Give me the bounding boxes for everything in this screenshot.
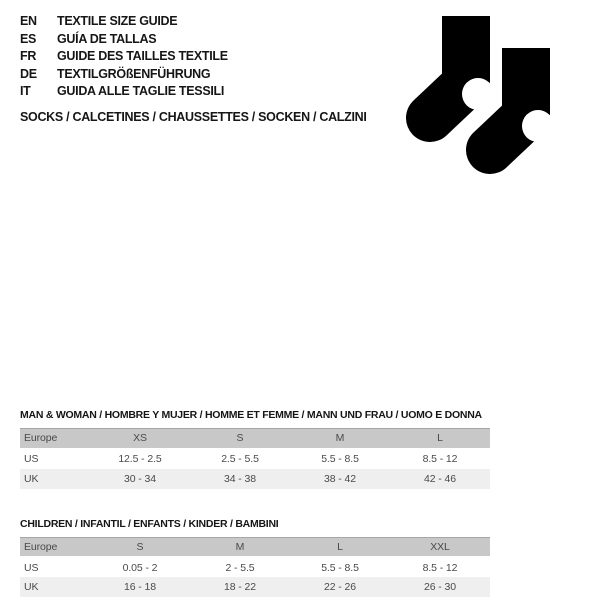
column-header: M [235, 540, 245, 553]
size-table-body [20, 557, 490, 597]
sock-back-shape [490, 48, 554, 150]
language-label: TEXTILE SIZE GUIDE [57, 14, 178, 28]
language-code: FR [20, 49, 37, 64]
column-header: S [236, 432, 244, 445]
header-row [20, 537, 490, 557]
language-label: GUIDA ALLE TAGLIE TESSILI [57, 84, 225, 99]
size-cell: 8.5 - 12 [422, 453, 458, 465]
column-header: Europe [24, 432, 58, 445]
sock-front-shape [430, 10, 496, 118]
size-table [20, 428, 490, 489]
language-code: DE [20, 66, 37, 81]
size-table-section [20, 519, 490, 598]
size-table-title: CHILDREN / INFANTIL / ENFANTS / KINDER / BAMBINI [20, 517, 279, 530]
size-cell: 8.5 - 12 [422, 561, 458, 574]
size-cell: 12.5 - 2.5 [118, 453, 162, 465]
column-header: XXL [430, 540, 450, 553]
size-table-section [20, 410, 490, 489]
size-table-body [20, 449, 490, 489]
language-list [20, 13, 228, 101]
size-cell: 30 - 34 [124, 472, 156, 485]
row-label: UK [24, 472, 39, 485]
column-header: Europe [24, 540, 58, 553]
language-row [20, 31, 228, 49]
table-row [20, 577, 490, 597]
column-header: XS [133, 432, 147, 445]
language-row [20, 83, 228, 101]
size-cell: 26 - 30 [424, 581, 456, 593]
size-cell: 42 - 46 [424, 472, 456, 485]
table-row [20, 557, 490, 577]
language-code: EN [20, 14, 37, 28]
size-cell: 18 - 22 [224, 581, 256, 593]
size-cell: 38 - 42 [324, 472, 356, 485]
column-header: L [337, 540, 343, 553]
language-row [20, 48, 228, 66]
language-label: GUÍA DE TALLAS [57, 31, 157, 46]
size-cell: 0.05 - 2 [122, 561, 158, 574]
table-row [20, 449, 490, 469]
socks-icon [395, 5, 595, 180]
language-row [20, 13, 228, 31]
size-cell: 5.5 - 8.5 [321, 453, 359, 465]
language-label: TEXTILGRÖßENFÜHRUNG [57, 66, 211, 81]
size-cell: 2 - 5.5 [225, 561, 255, 574]
table-row [20, 469, 490, 489]
row-label: US [24, 561, 39, 574]
size-cell: 34 - 38 [224, 472, 256, 485]
size-cell: 2.5 - 5.5 [221, 453, 259, 465]
size-table-title: MAN & WOMAN / HOMBRE Y MUJER / HOMME ET FEMME / MANN UND FRAU / UOMO E DONNA [20, 409, 482, 421]
size-table [20, 537, 490, 598]
category-title: SOCKS / CALCETINES / CHAUSSETTES / SOCKEN / CALZINI [20, 110, 367, 124]
language-code: ES [20, 31, 37, 46]
row-label: US [24, 453, 39, 465]
language-row [20, 66, 228, 84]
size-cell: 5.5 - 8.5 [321, 561, 359, 574]
size-table-head [20, 429, 490, 449]
size-table-head [20, 537, 490, 557]
column-header: S [136, 540, 144, 553]
row-label: UK [24, 581, 39, 593]
language-code: IT [20, 84, 31, 99]
header-row [20, 429, 490, 449]
language-label: GUIDE DES TAILLES TEXTILE [57, 49, 228, 64]
column-header: M [335, 432, 345, 445]
size-cell: 16 - 18 [124, 581, 156, 593]
column-header: L [437, 432, 443, 445]
size-cell: 22 - 26 [324, 581, 356, 593]
size-tables [20, 410, 490, 597]
